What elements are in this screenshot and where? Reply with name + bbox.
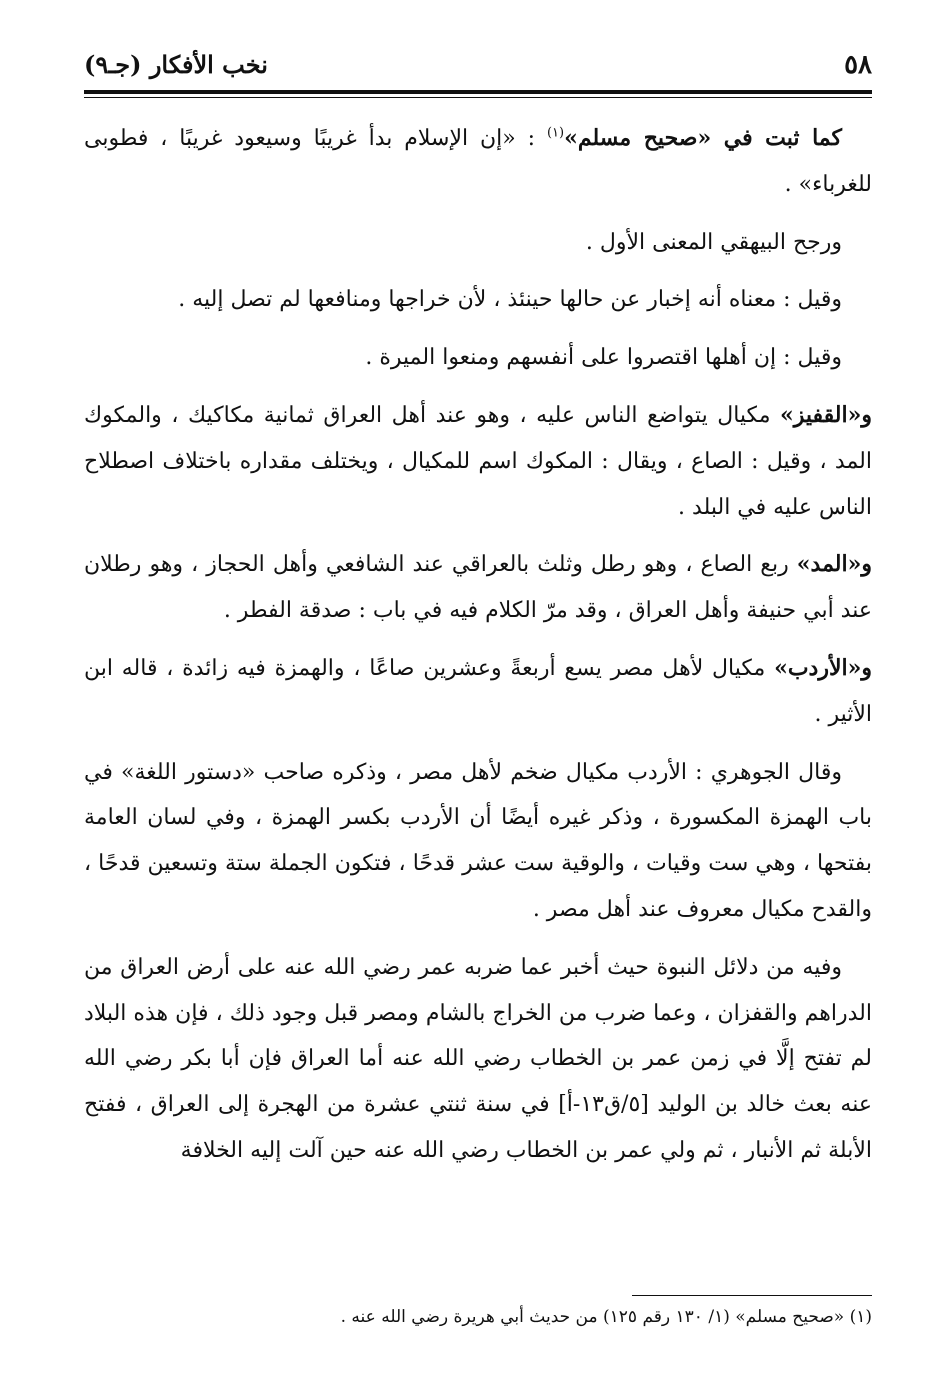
paragraph xyxy=(84,945,872,1174)
paragraph xyxy=(84,646,872,738)
bold-lead: و«الأردب» xyxy=(774,654,872,681)
paragraph-text: مكيال لأهل مصر يسع أربعةً وعشرين صاعًا ، والهمزة فيه زائدة ، قاله ابن الأثير . xyxy=(84,655,872,727)
paragraph-text: مكيال يتواضع الناس عليه ، وهو عند أهل العراق ثمانية مكاكيك ، والمكوك المد ، وقيل : الصاع ، ويقال : المكوك اسم للمكيال ، ويختلف مقداره باختلاف اصطلاح الناس عليه في البلد . xyxy=(84,402,872,520)
bold-lead: و«القفيز» xyxy=(780,401,872,428)
bold-lead: و«المد» xyxy=(796,551,872,578)
running-title: نخب الأفكار (جـ٩) xyxy=(84,50,268,79)
footnote-rule xyxy=(632,1295,872,1296)
paragraph-text: وقال الجوهري : الأردب مكيال ضخم لأهل مصر ، وذكره صاحب «دستور اللغة» في باب الهمزة المكسورة ، وذكر غيره أيضًا أن الأردب بكسر الهمزة ، وفي لسان العامة بفتحها ، وهي ست وقيات ، والوقية ست عشر قدحًا ، فتكون الجملة ستة وتسعين قدحًا ، والقدح مكيال معروف عند أهل مصر . xyxy=(84,759,872,922)
footnote: (١) «صحيح مسلم» (١/ ١٣٠ رقم ١٢٥) من حديث أبي هريرة رضي الله عنه . xyxy=(340,1307,872,1327)
paragraph-text: وقيل : معناه أنه إخبار عن حالها حينئذ ، لأن خراجها ومنافعها لم تصل إليه . xyxy=(178,287,842,313)
paragraph-text: وقيل : إن أهلها اقتصروا على أنفسهم ومنعوا الميرة . xyxy=(365,345,842,371)
paragraph-text: ربع الصاع ، وهو رطل وثلث بالعراقي عند الشافعي وأهل الحجاز ، وهو رطلان عند أبي حنيفة وأهل العراق ، وقد مرّ الكلام فيه في باب : صدقة الفطر . xyxy=(84,552,872,624)
footnote-ref[interactable]: (١) xyxy=(546,125,565,141)
paragraph xyxy=(84,750,872,933)
bold-lead: كما ثبت في «صحيح مسلم» xyxy=(564,125,842,151)
paragraph xyxy=(84,393,872,530)
main-text xyxy=(84,116,872,1186)
paragraph xyxy=(84,335,872,381)
paragraph-text: : «إن الإسلام بدأ غريبًا وسيعود غريبًا ، فطوبى للغرباء» . xyxy=(84,126,872,197)
page-number: ٥٨ xyxy=(844,50,872,80)
header-rule-thin xyxy=(84,97,872,98)
paragraph xyxy=(84,220,872,266)
paragraph xyxy=(84,116,872,208)
header-rule-thick xyxy=(84,90,872,94)
paragraph-text: ورجح البيهقي المعنى الأول . xyxy=(585,229,842,255)
paragraph xyxy=(84,542,872,634)
page-header xyxy=(84,40,872,90)
book-page xyxy=(84,40,872,1360)
paragraph-text: وفيه من دلائل النبوة حيث أخبر عما ضربه عمر رضي الله عنه على أرض العراق من الدراهم والقفزان ، وعما ضرب من الخراج بالشام ومصر قبل وجود ذلك ، فإن هذه البلاد لم تفتح إلَّا في زمن عمر بن الخطاب رضي الله عنه أما العراق فإن أبا بكر رضي الله عنه بعث خالد بن الوليد [٥/ق١٣-أ] في سنة ثنتي عشرة من الهجرة إلى العراق ، ففتح الأبلة ثم الأنبار ، ثم ولي عمر بن الخطاب رضي الله عنه حين آلت إليه الخلافة xyxy=(84,954,872,1163)
paragraph xyxy=(84,277,872,323)
